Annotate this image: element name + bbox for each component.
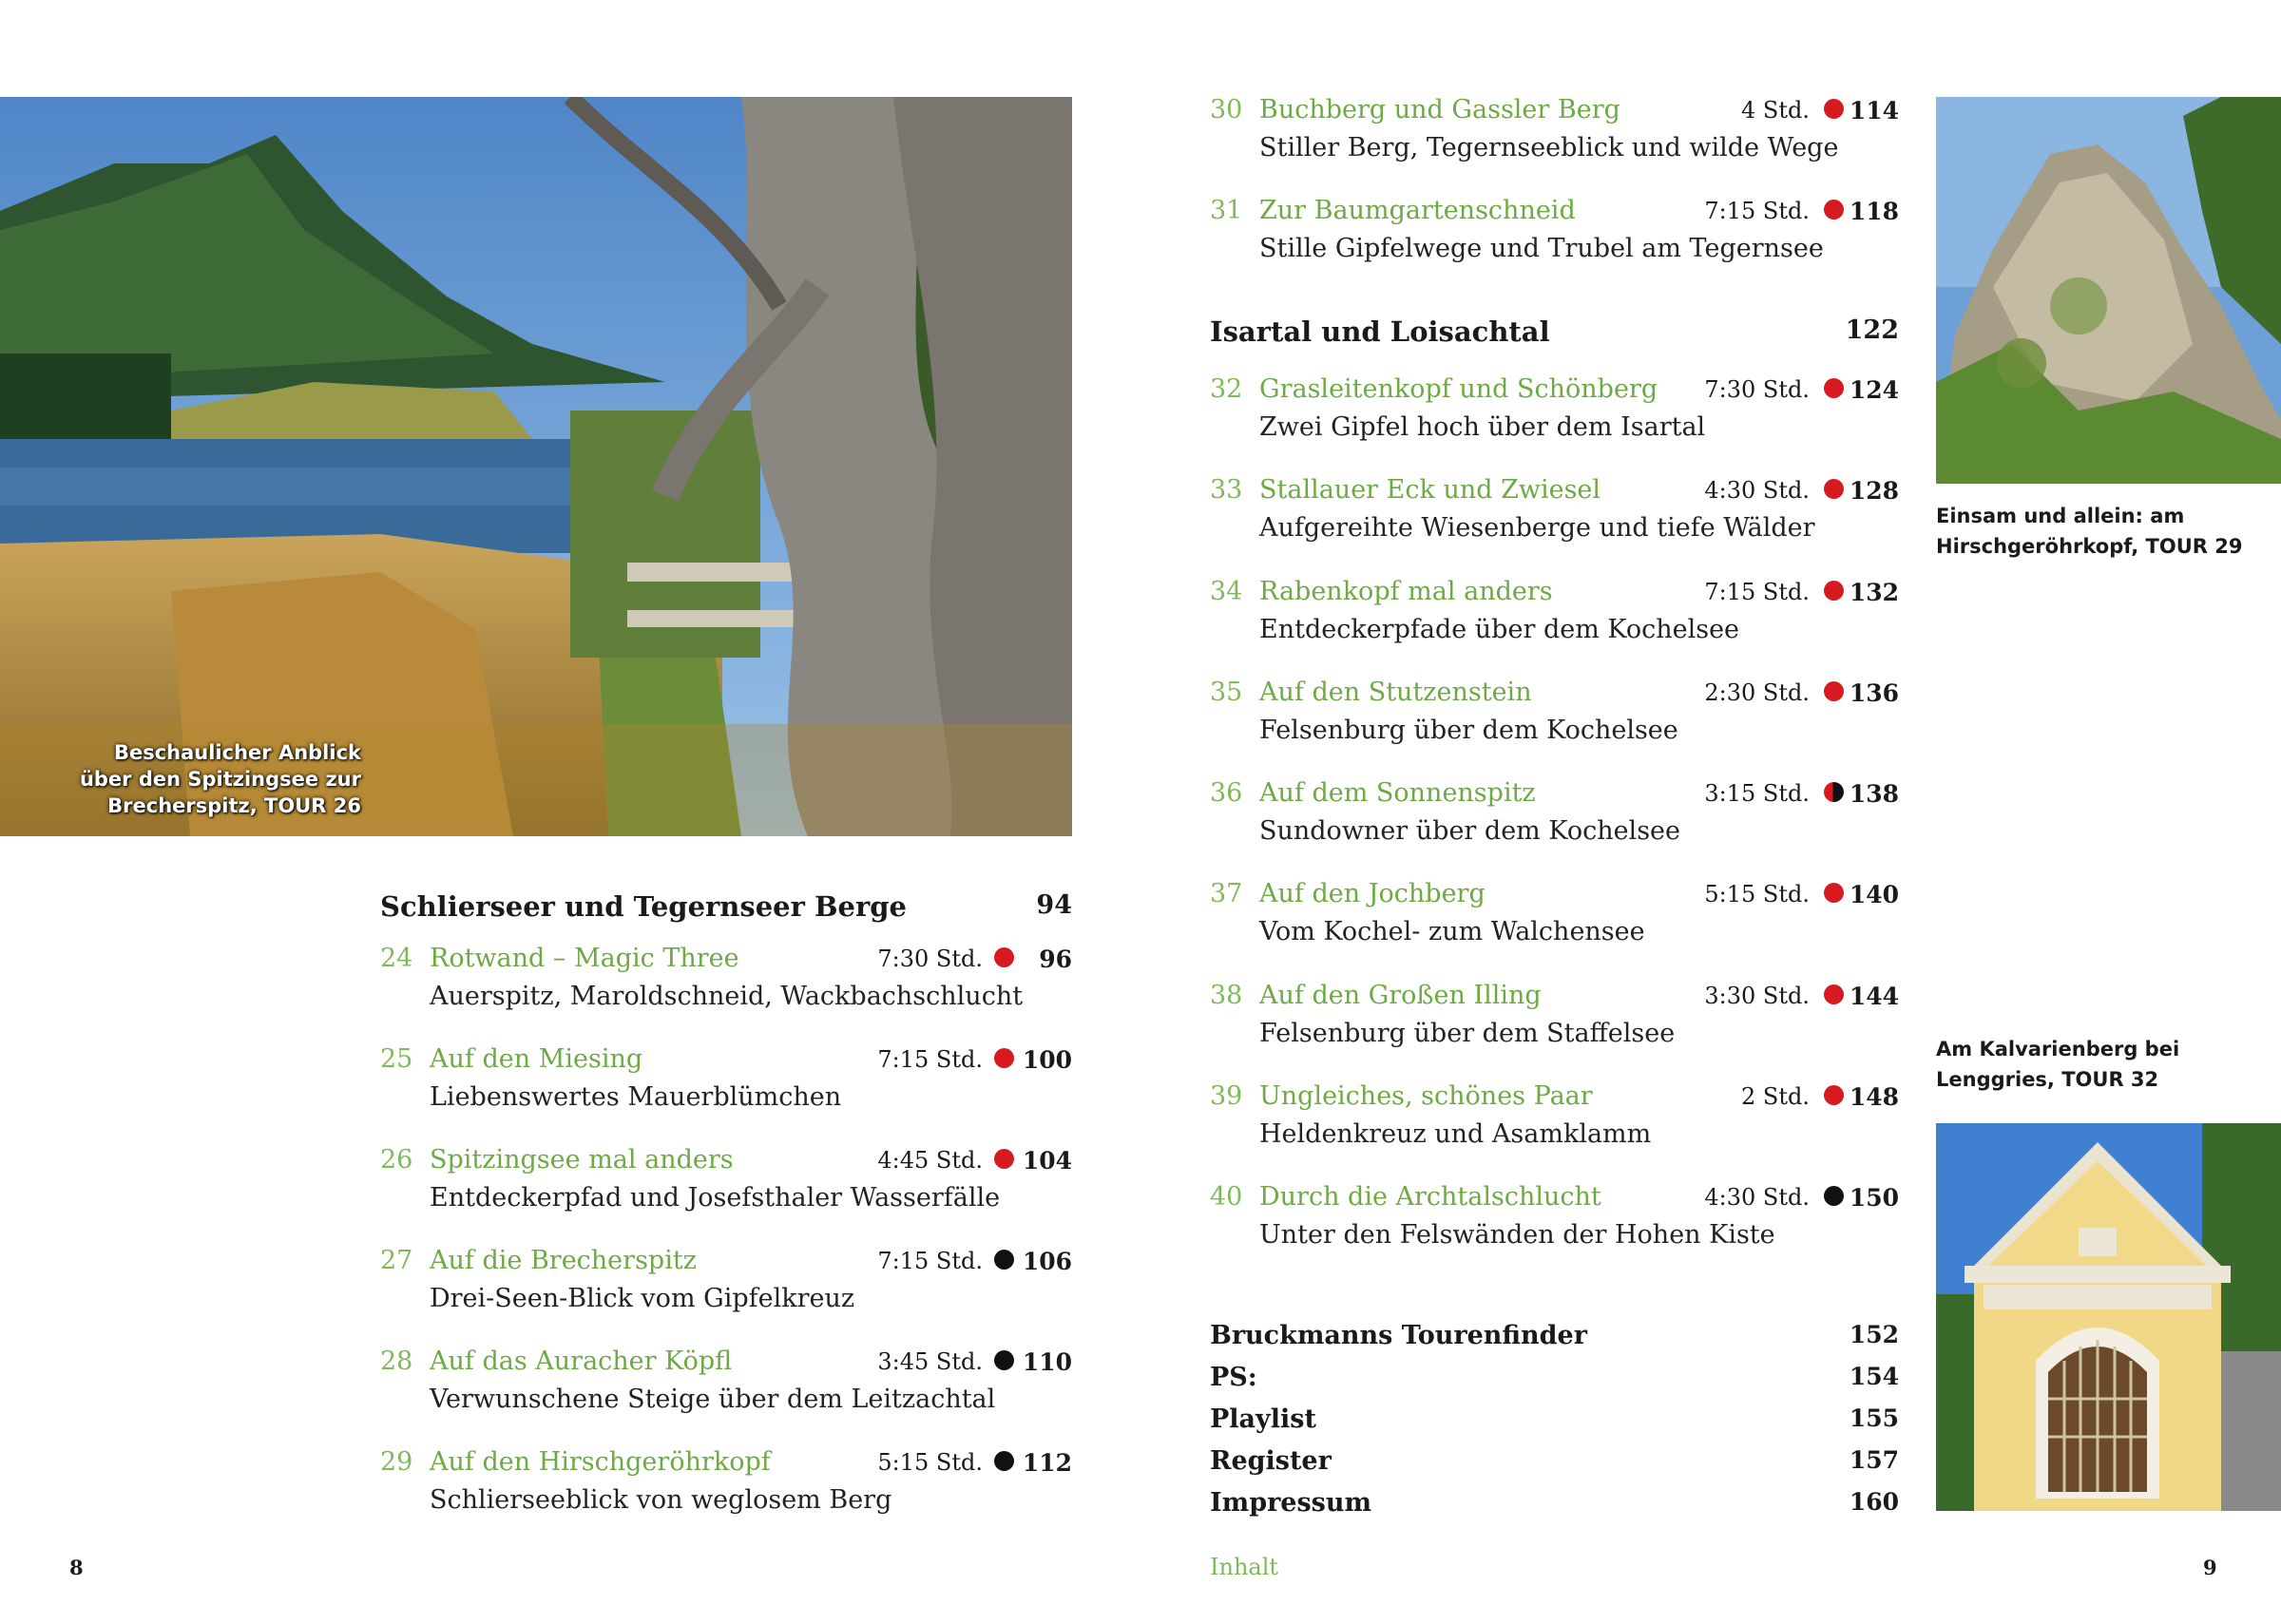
toc-extra-entry[interactable] [1210, 1363, 1899, 1401]
difficulty-dot-icon [1824, 984, 1844, 1004]
tour-page-number: 144 [1849, 982, 1899, 1010]
tour-title: Durch die Archtalschlucht [1259, 1182, 1601, 1212]
tour-title: Auf den Jochberg [1259, 879, 1486, 909]
tour-number: 29 [380, 1447, 413, 1477]
toc-right [1210, 95, 1899, 1530]
tour-subtitle: Entdeckerpfad und Josefsthaler Wasserfälle [430, 1183, 1001, 1213]
tour-duration: 7:30 Std. [1704, 376, 1810, 403]
tour-duration: 4:30 Std. [1704, 477, 1810, 505]
tour-number: 38 [1210, 980, 1243, 1010]
difficulty-dot-icon [994, 1048, 1014, 1068]
tour-duration: 2:30 Std. [1704, 678, 1810, 706]
tour-number: 30 [1210, 95, 1243, 124]
chapel-photo-caption: Am Kalvarienberg bei Lenggries, TOUR 32 [1936, 1038, 2180, 1091]
tour-number: 35 [1210, 677, 1243, 707]
toc-extra-page-number: 154 [1849, 1363, 1899, 1390]
tour-title: Spitzingsee mal anders [430, 1145, 734, 1175]
tour-number: 25 [380, 1044, 413, 1074]
tour-page-number: 140 [1849, 881, 1899, 909]
tour-subtitle: Heldenkreuz und Asamklamm [1259, 1118, 1652, 1149]
tour-page-number: 112 [1022, 1449, 1072, 1477]
difficulty-dot-icon [994, 1250, 1014, 1270]
section-heading: Isartal und Loisachtal 122 [1210, 315, 1899, 348]
toc-entry[interactable] [1210, 475, 1899, 566]
difficulty-dot-icon [1824, 200, 1844, 220]
toc-entry[interactable] [380, 1044, 1072, 1136]
toc-entry[interactable] [1210, 778, 1899, 869]
tour-subtitle: Liebenswertes Mauerblümchen [430, 1082, 842, 1112]
toc-entry[interactable] [1210, 1081, 1899, 1173]
toc-extra-page-number: 152 [1849, 1321, 1899, 1348]
tour-number: 28 [380, 1347, 413, 1376]
tour-title: Rotwand – Magic Three [430, 944, 739, 973]
chapel-photo [1936, 1123, 2281, 1511]
toc-entry[interactable] [380, 1145, 1072, 1236]
tour-title: Auf den Miesing [430, 1044, 643, 1074]
tour-number: 32 [1210, 374, 1243, 404]
tour-subtitle: Stiller Berg, Tegernseeblick und wilde Wege [1259, 133, 1839, 162]
difficulty-dot-icon [1824, 883, 1844, 903]
difficulty-dot-icon [1824, 1186, 1844, 1206]
toc-entry[interactable] [1210, 678, 1899, 769]
toc-entry[interactable] [380, 1347, 1072, 1438]
toc-extra-label: Bruckmanns Tourenfinder [1210, 1321, 1587, 1350]
toc-extra-label: Playlist [1210, 1404, 1316, 1434]
difficulty-dot-icon [994, 1350, 1014, 1370]
tour-number: 24 [380, 944, 413, 973]
tour-duration: 7:30 Std. [877, 946, 983, 972]
tour-title: Auf die Brecherspitz [430, 1246, 697, 1275]
tour-title: Auf den Großen Illing [1259, 980, 1542, 1010]
tour-duration: 2 Std. [1741, 1082, 1810, 1110]
difficulty-dot-icon [994, 1149, 1014, 1169]
tour-duration: 4 Std. [1741, 97, 1810, 124]
toc-extra-page-number: 160 [1849, 1488, 1899, 1516]
toc-entry[interactable] [380, 1447, 1072, 1538]
tour-page-number: 128 [1849, 477, 1899, 506]
tour-number: 31 [1210, 196, 1243, 225]
difficulty-dot-icon [1824, 681, 1844, 701]
tour-subtitle: Felsenburg über dem Staffelsee [1259, 1018, 1676, 1048]
tour-duration: 4:30 Std. [1704, 1184, 1810, 1211]
tour-number: 36 [1210, 778, 1243, 808]
tour-title: Auf den Stutzenstein [1259, 677, 1532, 707]
tour-duration: 5:15 Std. [1704, 881, 1810, 908]
lake-photo-caption: Beschaulicher Anblick über den Spitzingsee zur Brecherspitz, TOUR 26 [79, 741, 361, 817]
running-head: Inhalt [1210, 1554, 1279, 1580]
toc-extra-page-number: 157 [1849, 1446, 1899, 1474]
toc-extra-label: PS: [1210, 1363, 1257, 1392]
toc-entry[interactable] [1210, 196, 1899, 287]
tour-page-number: 100 [1022, 1046, 1072, 1074]
tour-duration: 4:45 Std. [877, 1147, 983, 1174]
tour-title: Zur Baumgartenschneid [1259, 196, 1576, 225]
toc-entry[interactable] [1210, 374, 1899, 466]
tour-title: Auf dem Sonnenspitz [1259, 778, 1536, 808]
tour-title: Buchberg und Gassler Berg [1259, 95, 1620, 124]
tour-duration: 3:30 Std. [1704, 982, 1810, 1009]
tour-subtitle: Stille Gipfelwege und Trubel am Tegernsee [1259, 234, 1824, 263]
tour-subtitle: Schlierseeblick von weglosem Berg [430, 1485, 892, 1515]
tour-duration: 7:15 Std. [877, 1046, 983, 1073]
toc-entry[interactable] [1210, 981, 1899, 1072]
toc-left [380, 890, 1072, 1537]
toc-entry[interactable] [1210, 95, 1899, 186]
tour-subtitle: Auerspitz, Maroldschneid, Wackbachschlucht [430, 982, 1024, 1011]
section-heading: Schlierseer und Tegernseer Berge 94 [380, 890, 1072, 923]
tour-title: Rabenkopf mal anders [1259, 576, 1553, 606]
tour-number: 39 [1210, 1080, 1243, 1111]
toc-extra-entry[interactable] [1210, 1321, 1899, 1359]
tour-subtitle: Vom Kochel- zum Walchensee [1259, 917, 1645, 947]
tour-page-number: 138 [1849, 780, 1899, 808]
toc-entry[interactable] [380, 944, 1072, 1035]
tour-subtitle: Felsenburg über dem Kochelsee [1259, 715, 1678, 745]
difficulty-dot-icon [994, 947, 1014, 967]
difficulty-dot-icon [994, 1451, 1014, 1471]
tour-title: Ungleiches, schönes Paar [1259, 1080, 1593, 1111]
difficulty-dot-icon [1824, 782, 1844, 802]
tour-title: Grasleitenkopf und Schönberg [1259, 374, 1658, 404]
difficulty-dot-icon [1824, 581, 1844, 601]
tour-number: 37 [1210, 879, 1243, 909]
difficulty-dot-icon [1824, 99, 1844, 119]
rock-photo [1936, 97, 2281, 484]
tour-number: 34 [1210, 576, 1243, 606]
toc-extra-page-number: 155 [1849, 1404, 1899, 1432]
toc-extra-label: Impressum [1210, 1488, 1372, 1518]
difficulty-dot-icon [1824, 479, 1844, 499]
tour-subtitle: Aufgereihte Wiesenberge und tiefe Wälder [1259, 513, 1815, 544]
tour-duration: 3:15 Std. [1704, 780, 1810, 807]
toc-entry[interactable] [1210, 879, 1899, 970]
tour-number: 26 [380, 1145, 413, 1175]
toc-extra-entry[interactable] [1210, 1446, 1899, 1484]
tour-number: 40 [1210, 1182, 1243, 1212]
difficulty-dot-icon [1824, 378, 1844, 398]
toc-extra-entry[interactable] [1210, 1404, 1899, 1442]
tour-page-number: 118 [1849, 198, 1899, 225]
tour-subtitle: Drei-Seen-Blick vom Gipfelkreuz [430, 1284, 855, 1313]
toc-extra-label: Register [1210, 1446, 1332, 1476]
tour-page-number: 136 [1849, 678, 1899, 707]
page-number-right: 9 [2203, 1556, 2217, 1579]
tour-page-number: 132 [1849, 578, 1899, 606]
tour-title: Auf das Auracher Köpfl [430, 1347, 733, 1376]
toc-entry[interactable] [1210, 1182, 1899, 1273]
tour-number: 33 [1210, 475, 1243, 506]
tour-page-number: 114 [1849, 97, 1899, 124]
tour-number: 27 [380, 1246, 413, 1275]
tour-title: Stallauer Eck und Zwiesel [1259, 475, 1601, 506]
tour-subtitle: Zwei Gipfel hoch über dem Isartal [1259, 412, 1706, 442]
tour-page-number: 150 [1849, 1184, 1899, 1212]
tour-page-number: 106 [1022, 1248, 1072, 1275]
difficulty-dot-icon [1824, 1085, 1844, 1105]
tour-duration: 5:15 Std. [877, 1449, 983, 1476]
tour-page-number: 110 [1022, 1348, 1072, 1376]
rock-photo-caption: Einsam und allein: am Hirschgeröhrkopf, TOUR 29 [1936, 505, 2243, 558]
page-number-left: 8 [69, 1556, 84, 1579]
tour-subtitle: Sundowner über dem Kochelsee [1259, 816, 1681, 846]
tour-page-number: 124 [1849, 376, 1899, 404]
tour-duration: 7:15 Std. [1704, 578, 1810, 605]
tour-page-number: 96 [1039, 946, 1072, 973]
tour-subtitle: Entdeckerpfade über dem Kochelsee [1259, 614, 1740, 644]
tour-duration: 3:45 Std. [877, 1348, 983, 1375]
tour-subtitle: Verwunschene Steige über dem Leitzachtal [430, 1385, 996, 1414]
toc-entry[interactable] [380, 1246, 1072, 1337]
toc-extra-entry[interactable] [1210, 1488, 1899, 1526]
lake-photo [0, 97, 1072, 836]
tour-page-number: 104 [1022, 1147, 1072, 1175]
tour-duration: 7:15 Std. [877, 1248, 983, 1274]
toc-entry[interactable] [1210, 577, 1899, 668]
tour-page-number: 148 [1849, 1082, 1899, 1111]
tour-subtitle: Unter den Felswänden der Hohen Kiste [1259, 1220, 1775, 1250]
tour-duration: 7:15 Std. [1704, 198, 1810, 224]
tour-title: Auf den Hirschgeröhrkopf [430, 1447, 771, 1477]
